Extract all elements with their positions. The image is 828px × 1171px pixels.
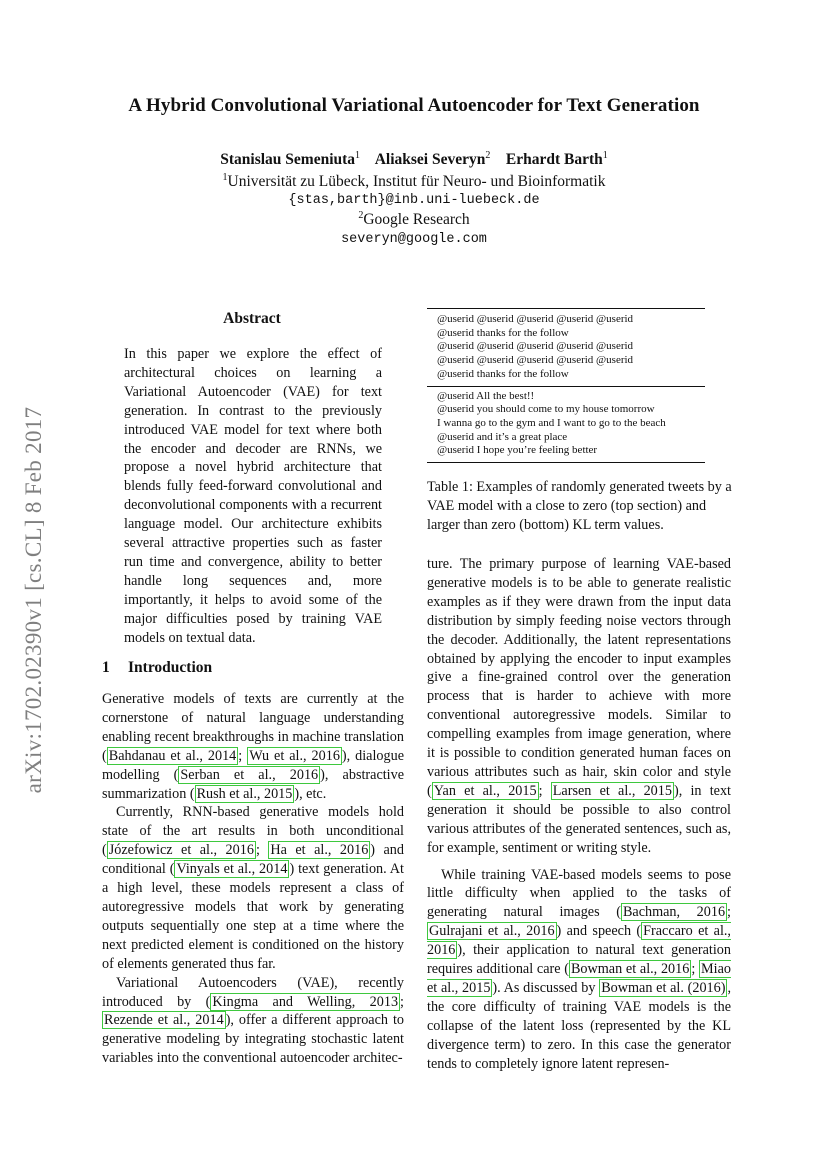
citation-link[interactable]: Józefowicz et al., 2016 [108,842,254,859]
citation-link[interactable]: Gulrajani et al., 2016 [429,923,555,940]
citation-link[interactable]: Rush et al., 2015 [196,785,293,802]
table-row: @userid thanks for the follow [437,326,569,339]
table-row: @userid and it’s a great place [437,430,568,443]
table-row: I wanna go to the gym and I want to go to the beach [437,416,666,429]
table-row: @userid @userid @userid @userid @userid [437,340,634,353]
citation-link[interactable]: Kingma and Welling, 2013 [212,993,399,1010]
author-name: Aliaksei Severyn [374,151,486,169]
author-name: Stanislau Semeniuta [220,151,356,169]
table-top-section [427,313,705,382]
section-number: 1 [102,659,110,676]
section-title: Introduction [128,659,213,676]
citation-link[interactable]: Fraccaro et al., 2016 [427,923,731,959]
citation-link[interactable]: Bowman et al., 2016 [570,961,690,978]
table-caption: Table 1: Examples of randomly generated tweets by a VAE model with a close to zero (top section) and larger than zero (bottom) KL term values. [427,479,732,533]
table-mid-rule [427,386,705,387]
table-row: @userid thanks for the follow [437,367,569,380]
citation-link[interactable]: Rezende et al., 2014 [104,1012,224,1029]
author-sup: 1 [602,150,608,161]
email-1: {stas,barth}@inb.uni-luebeck.de [288,193,540,208]
table-1 [427,308,705,463]
citation-link[interactable]: Serban et al., 2016 [180,766,319,783]
paragraph: Currently, RNN-based generative models hold state of the art results in both unconditional ( Józefowicz et al., 2016 ; Ha et al., 2016 ) and conditional ( Vinyals et al., 2014 ) text generation. At a high level, these models represent a class of autoregressive models that work by generating outputs sequentially one step at a time where the next predicted element is conditioned on the history of elements generated thus far. [102,804,404,972]
citation-link[interactable]: Miao et al., 2015 [427,961,731,996]
table-row: @userid I hope you’re feeling better [437,444,598,457]
citation-link[interactable]: Vinyals et al., 2014 [176,861,288,878]
table-row: @userid @userid @userid @userid @userid [437,354,634,367]
table-row: @userid All the best!! [437,389,535,402]
arxiv-stamp-text: arXiv:1702.02390v1 [cs.CL] 8 Feb 2017 [21,406,46,794]
citation-link[interactable]: Ha et al., 2016 [270,842,369,859]
paragraph: Variational Autoencoders (VAE), recently introduced by ( Kingma and Welling, 2013 ; Rezende et al., 2014 ), offer a different approach to generative modeling by integrating stochastic latent variables into the conventional autoencoder architec- [102,974,404,1067]
paragraph: ture. The primary purpose of learning VAE-based generative models is to be able to generate realistic examples as if they were drawn from the input data distribution by simply feeding noise vectors through the decoder. Additionally, the latent representations obtained by applying the encoder to input examples give a fine-grained control over the generation process that is harder to achieve with more conventional autoregressive models. Similar to compelling examples from image generation, where it is possible to condition generated human faces on various attributes such as hair, skin color and style ( Yan et al., 2015 ; Larsen et al., 2015 ), in text generation it should be possible to also control various attributes of the generated sentences, such as, for example, sentiment or writing style. [427,556,731,856]
paper-title: A Hybrid Convolutional Variational Autoencoder for Text Generation [128,95,700,116]
author-sup: 2 [485,150,491,161]
affiliation-sup: 1 [222,172,228,183]
table-row: @userid @userid @userid @userid @userid [437,313,634,325]
table-bottom-section [427,390,705,459]
arxiv-stamp [4,360,64,840]
citation-link[interactable]: Yan et al., 2015 [433,782,537,799]
citation-link[interactable]: Wu et al., 2016 [249,747,340,764]
section-heading [102,659,212,677]
citation-link[interactable]: Bachman, 2016 [622,904,726,921]
affiliation-text: Google Research [363,211,470,229]
author-name: Erhardt Barth [505,151,603,169]
citation-link[interactable]: Bowman et al. (2016) [601,979,726,996]
left-column-body [102,690,404,1068]
table-top-rule [427,308,705,309]
citation-link[interactable]: Bahdanau et al., 2014 [108,747,237,764]
author-list [0,150,828,169]
table-bottom-rule [427,462,705,463]
affiliation-text: Universität zu Lübeck, Institut für Neuro- und Bioinformatik [227,173,606,191]
abstract-text: In this paper we explore the effect of architectural choices on learning a Variational Autoencoder (VAE) for text generation. In contrast to the previously introduced VAE model for text where both the encoder and decoder are RNNs, we propose a novel hybrid architecture that blends fully feed-forward convolutional and deconvolutional components with a recurrent language model. Our architecture exhibits several attractive properties such as faster run time and convergence, ability to better handle long sequences and, more importantly, it helps to avoid some of the major difficulties posed by training VAE models on textual data. [124,346,382,646]
table-row: @userid you should come to my house tomorrow [437,403,655,416]
affiliation-sup: 2 [358,210,364,221]
citation-link[interactable]: Larsen et al., 2015 [552,782,672,799]
paragraph: While training VAE-based models seems to pose little difficulty when applied to the tasks of generating natural images ( Bachman, 2016 ; Gulrajani et al., 2016 ) and speech ( Fraccaro et al., 2016 ), their application to natural text generation requires additional care ( Bowman et al., 2016 ; Miao et al., 2015 ). As discussed by Bowman et al. (2016) , the core difficulty of training VAE models is the collapse of the latent loss (represented by the KL divergence term) to zero. In this case the generator tends to completely ignore latent represen- [427,866,732,1072]
email-2: severyn@google.com [341,232,487,247]
author-sup: 1 [355,150,361,161]
abstract-heading: Abstract [223,310,281,327]
affiliation-2 [0,210,828,229]
right-column-body [427,555,731,1073]
affiliation-1 [0,172,828,191]
paragraph: Generative models of texts are currently at the cornerstone of natural language understanding enabling recent breakthroughs in machine translation ( Bahdanau et al., 2014 ; Wu et al., 2016 ), dialogue modelling ( Serban et al., 2016 ), abstractive summarization ( Rush et al., 2015 ), etc. [102,691,405,802]
